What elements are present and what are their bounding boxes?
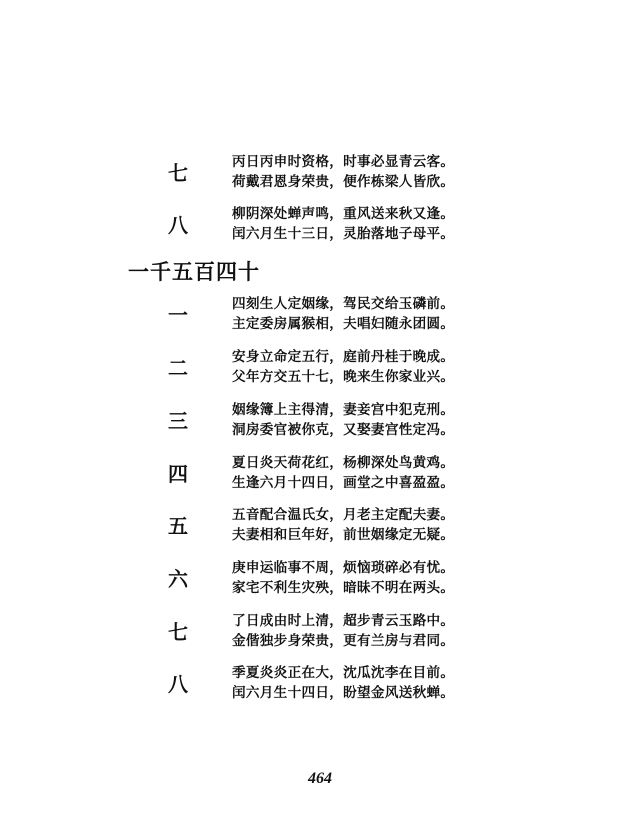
verse-line: 五音配合温氏女，月老主定配夫妻。 (232, 507, 455, 523)
page-number: 464 (308, 770, 332, 787)
entry-7 (0, 611, 640, 655)
verse-line: 庚申运临事不周，烦恼琐碎必有忧。 (232, 560, 455, 576)
entry-number: 一 (168, 303, 188, 327)
verse-line: 闰六月生十三日，灵胎落地子母平。 (232, 226, 455, 242)
entry-5 (0, 505, 640, 549)
verse-line: 姻缘簿上主得清，妻妾宫中犯克刑。 (232, 402, 455, 418)
verse-line: 夏日炎天荷花红，杨柳深处鸟黄鸡。 (232, 455, 455, 471)
entry-number: 三 (168, 409, 188, 433)
entry-number: 四 (168, 462, 188, 486)
entry-top-8 (0, 204, 640, 248)
entry-number: 八 (168, 672, 188, 696)
verse-line: 闰六月生十四日，盼望金风送秋蝉。 (232, 685, 455, 701)
entry-6 (0, 558, 640, 602)
verse-line: 荷戴君恩身荣贵，便作栋梁人皆欣。 (232, 174, 455, 190)
section-heading: 一千五百四十 (128, 259, 260, 284)
entry-3 (0, 400, 640, 444)
verse-lines (232, 294, 572, 334)
verse-line: 金偕独步身荣贵，更有兰房与君同。 (232, 633, 455, 649)
entry-top-7 (0, 152, 640, 196)
entry-2 (0, 347, 640, 391)
verse-line: 主定委房属猴相，夫唱妇随永团圆。 (232, 316, 455, 332)
verse-line: 季夏炎炎正在大，沈瓜沈李在目前。 (232, 665, 455, 681)
verse-line: 了日成由时上清，超步青云玉路中。 (232, 613, 455, 629)
verse-lines (232, 558, 572, 598)
verse-line: 洞房委官被你克，又娶妻宫性定冯。 (232, 422, 455, 438)
verse-line: 丙日丙申时资格，时事必显青云客。 (232, 154, 455, 170)
entry-number: 七 (168, 620, 188, 644)
verse-line: 生逢六月十四日，画堂之中喜盈盈。 (232, 475, 455, 491)
entry-4 (0, 453, 640, 497)
entry-number: 六 (168, 567, 188, 591)
verse-lines (232, 152, 572, 192)
verse-lines (232, 347, 572, 387)
verse-line: 父年方交五十七，晚来生你家业兴。 (232, 369, 455, 385)
entry-1 (0, 294, 640, 338)
entry-number: 二 (168, 356, 188, 380)
verse-line: 家宅不利生灾殃，暗昧不明在两头。 (232, 580, 455, 596)
verse-line: 安身立命定五行，庭前丹桂于晚成。 (232, 349, 455, 365)
verse-lines (232, 611, 572, 651)
verse-line: 四刻生人定姻缘，驾民交给玉磷前。 (232, 296, 455, 312)
entry-number: 五 (168, 514, 188, 538)
verse-line: 夫妻相和巨年好，前世姻缘定无疑。 (232, 527, 455, 543)
verse-lines (232, 204, 572, 244)
verse-lines (232, 505, 572, 545)
entry-number: 八 (168, 213, 188, 237)
verse-line: 柳阴深处蝉声鸣，重风送来秋又逢。 (232, 206, 455, 222)
entry-number: 七 (168, 161, 188, 185)
verse-lines (232, 663, 572, 703)
verse-lines (232, 400, 572, 440)
entry-8 (0, 663, 640, 707)
verse-lines (232, 453, 572, 493)
